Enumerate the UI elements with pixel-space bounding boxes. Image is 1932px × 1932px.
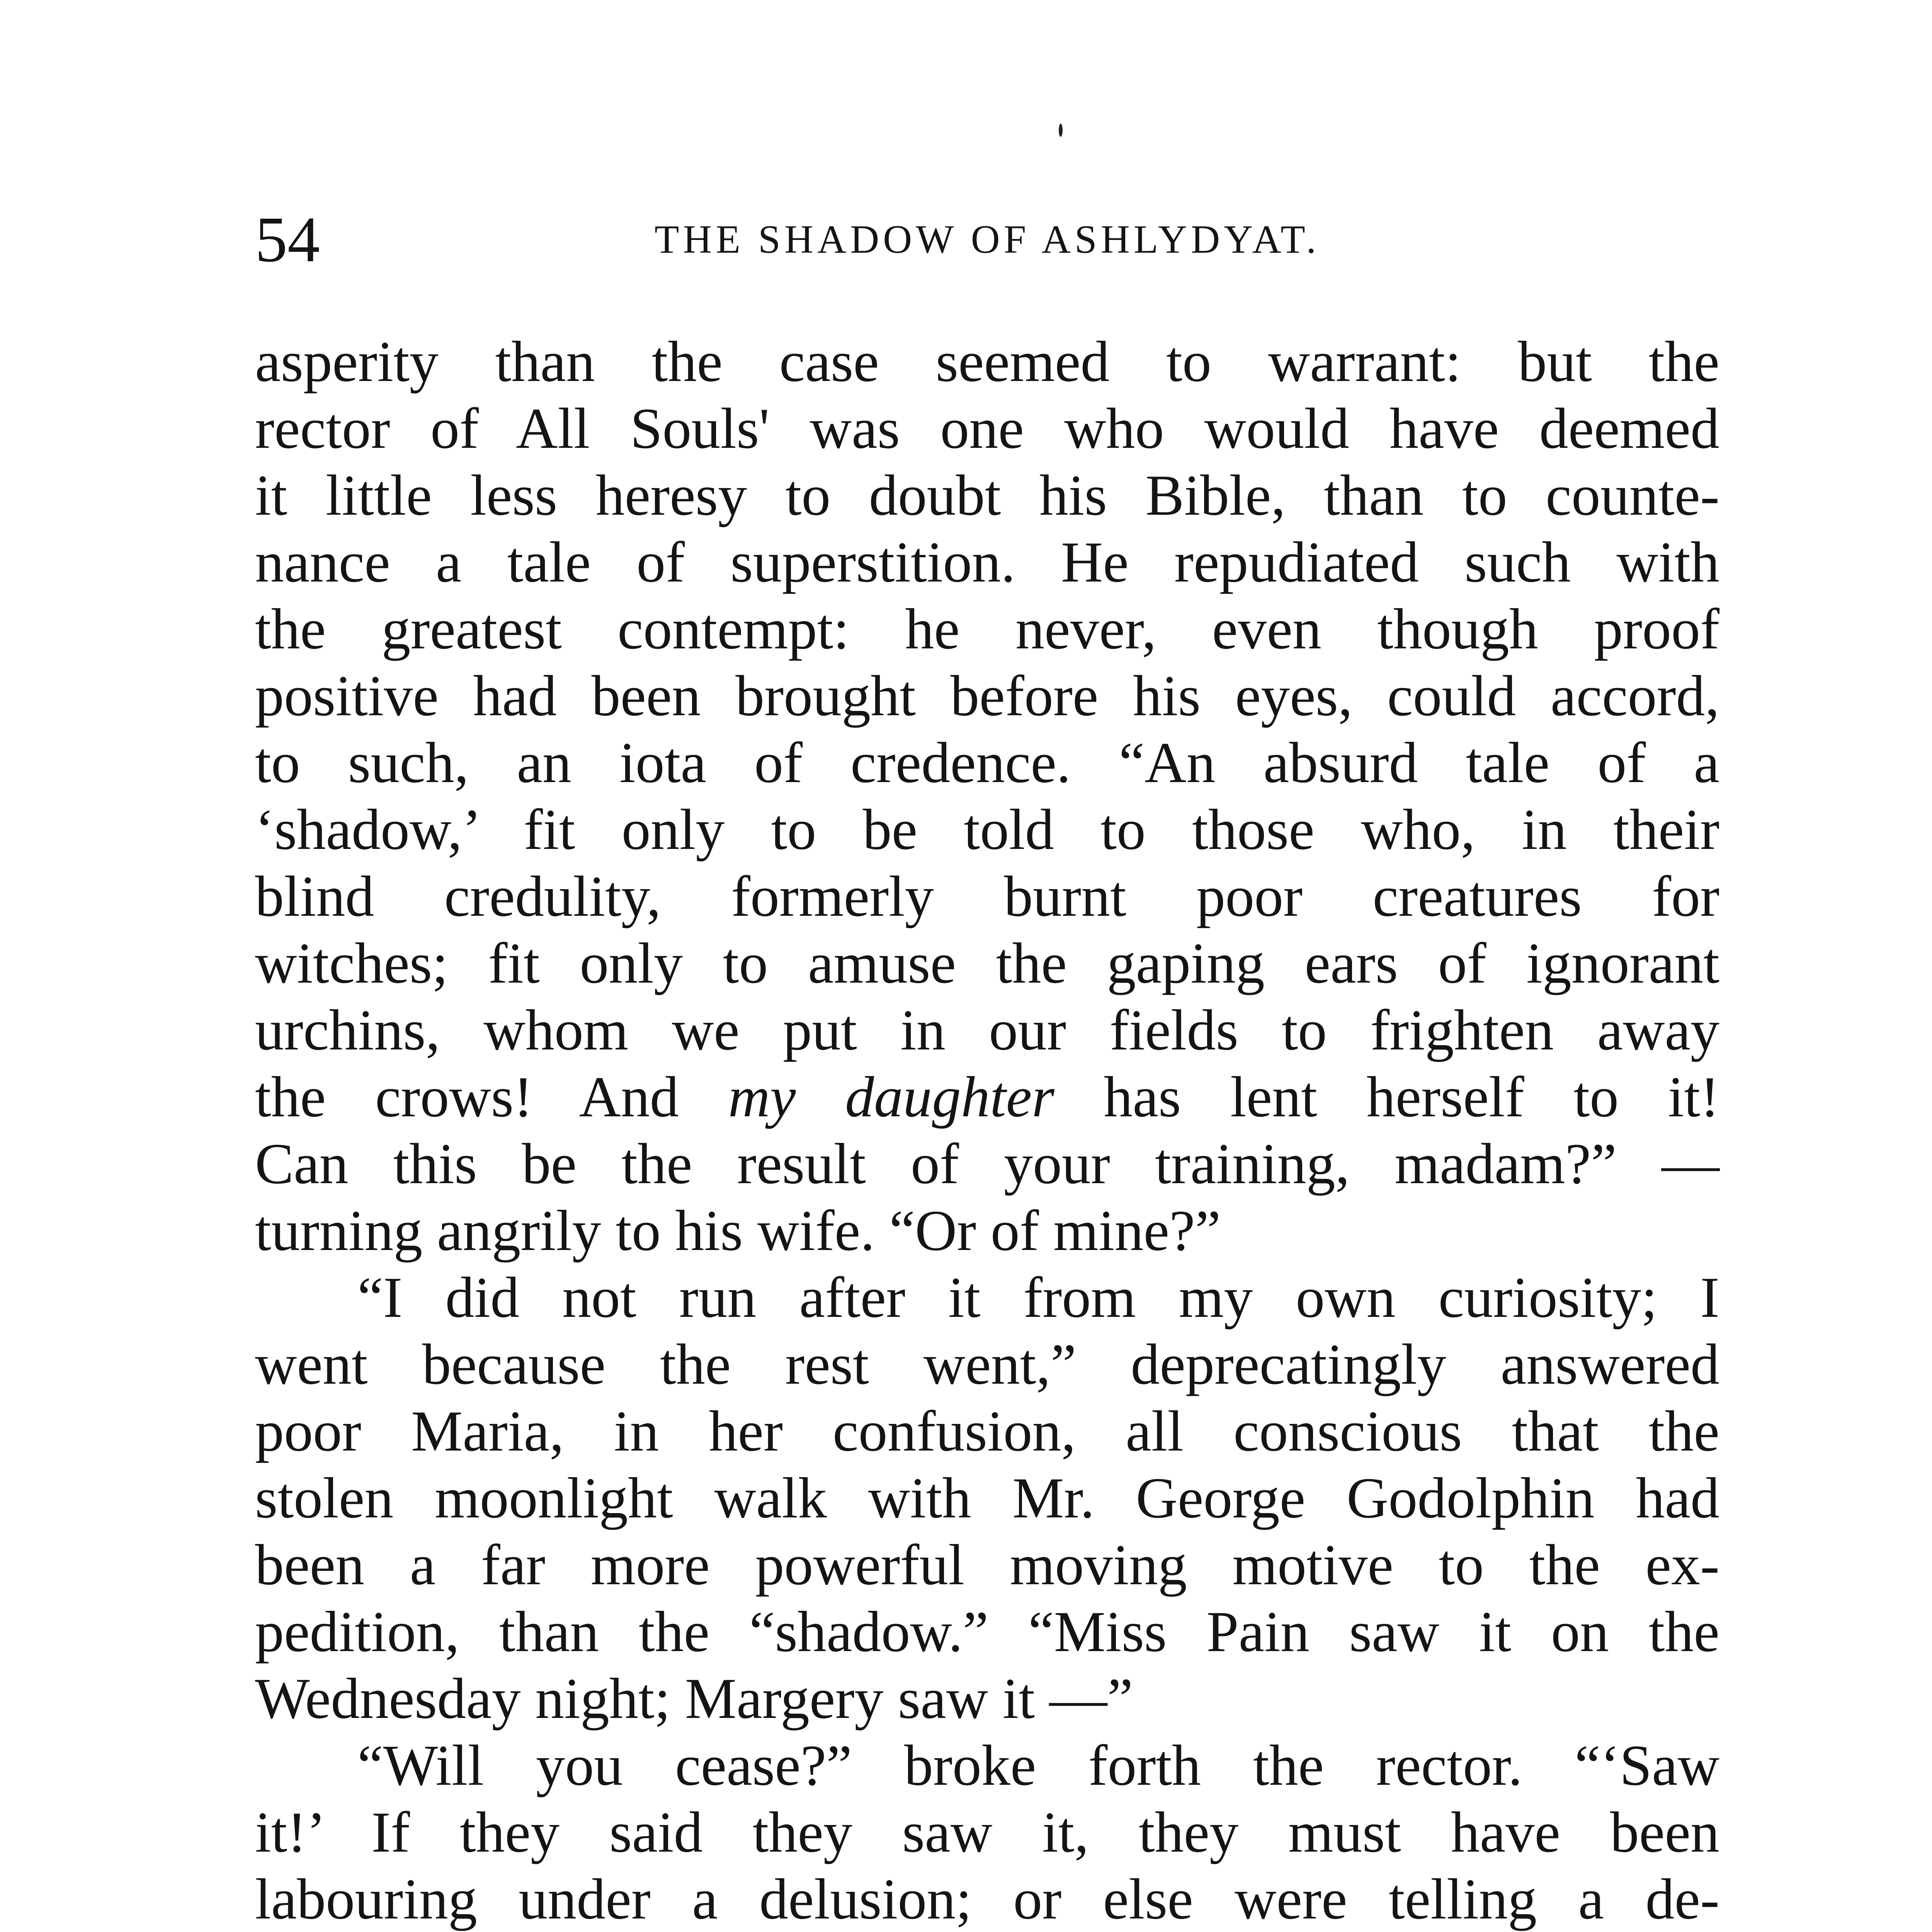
- text-run: the crows! And: [255, 1065, 728, 1129]
- text-line: it little less heresy to doubt his Bible, than to counte-: [255, 463, 1719, 527]
- page-header: [255, 182, 1719, 298]
- print-speck: [1059, 124, 1063, 137]
- text-line: positive had been brought before his eyes, could accord,: [255, 664, 1719, 728]
- text-line: pedition, than the “shadow.” “Miss Pain saw it on the: [255, 1600, 1719, 1664]
- text-line: Can this be the result of your training, madam?” —: [255, 1132, 1719, 1196]
- text-line: to such, an iota of credence. “An absurd tale of a: [255, 731, 1719, 795]
- text-line: “I did not run after it from my own curiosity; I: [357, 1265, 1719, 1330]
- text-line: [255, 1064, 1719, 1131]
- text-line: the greatest contempt: he never, even though proof: [255, 597, 1719, 661]
- text-line: stolen moonlight walk with Mr. George Godolphin had: [255, 1466, 1719, 1530]
- text-line: nance a tale of superstition. He repudiated such with: [255, 530, 1719, 594]
- text-line: “Will you cease?” broke forth the rector. “‘Saw: [357, 1733, 1719, 1798]
- text-line: rector of All Souls' was one who would have deemed: [255, 396, 1719, 461]
- text-line: ‘shadow,’ fit only to be told to those who, in their: [255, 798, 1719, 862]
- text-line: Wednesday night; Margery saw it —”: [255, 1667, 1133, 1731]
- text-line: asperity than the case seemed to warrant: but the: [255, 330, 1719, 394]
- text-line: urchins, whom we put in our fields to frighten away: [255, 998, 1719, 1062]
- text-line: witches; fit only to amuse the gaping ears of ignorant: [255, 931, 1719, 995]
- text-line: went because the rest went,” deprecatingly answered: [255, 1332, 1719, 1396]
- text-line: poor Maria, in her confusion, all conscious that the: [255, 1399, 1719, 1463]
- text-line: blind credulity, formerly burnt poor creatures for: [255, 864, 1719, 929]
- text-line: it!’ If they said they saw it, they must have been: [255, 1800, 1719, 1864]
- text-line: labouring under a delusion; or else were telling a de-: [255, 1867, 1719, 1931]
- text-line: been a far more powerful moving motive to the ex-: [255, 1533, 1719, 1597]
- italic-emphasis: my daughter: [728, 1065, 1054, 1129]
- page-number: 54: [255, 204, 320, 276]
- body-text: [255, 328, 1719, 1932]
- running-head: THE SHADOW OF ASHLYDYAT.: [654, 217, 1320, 262]
- text-line: turning angrily to his wife. “Or of mine?”: [255, 1199, 1221, 1263]
- text-run: has lent herself to it!: [1054, 1065, 1720, 1129]
